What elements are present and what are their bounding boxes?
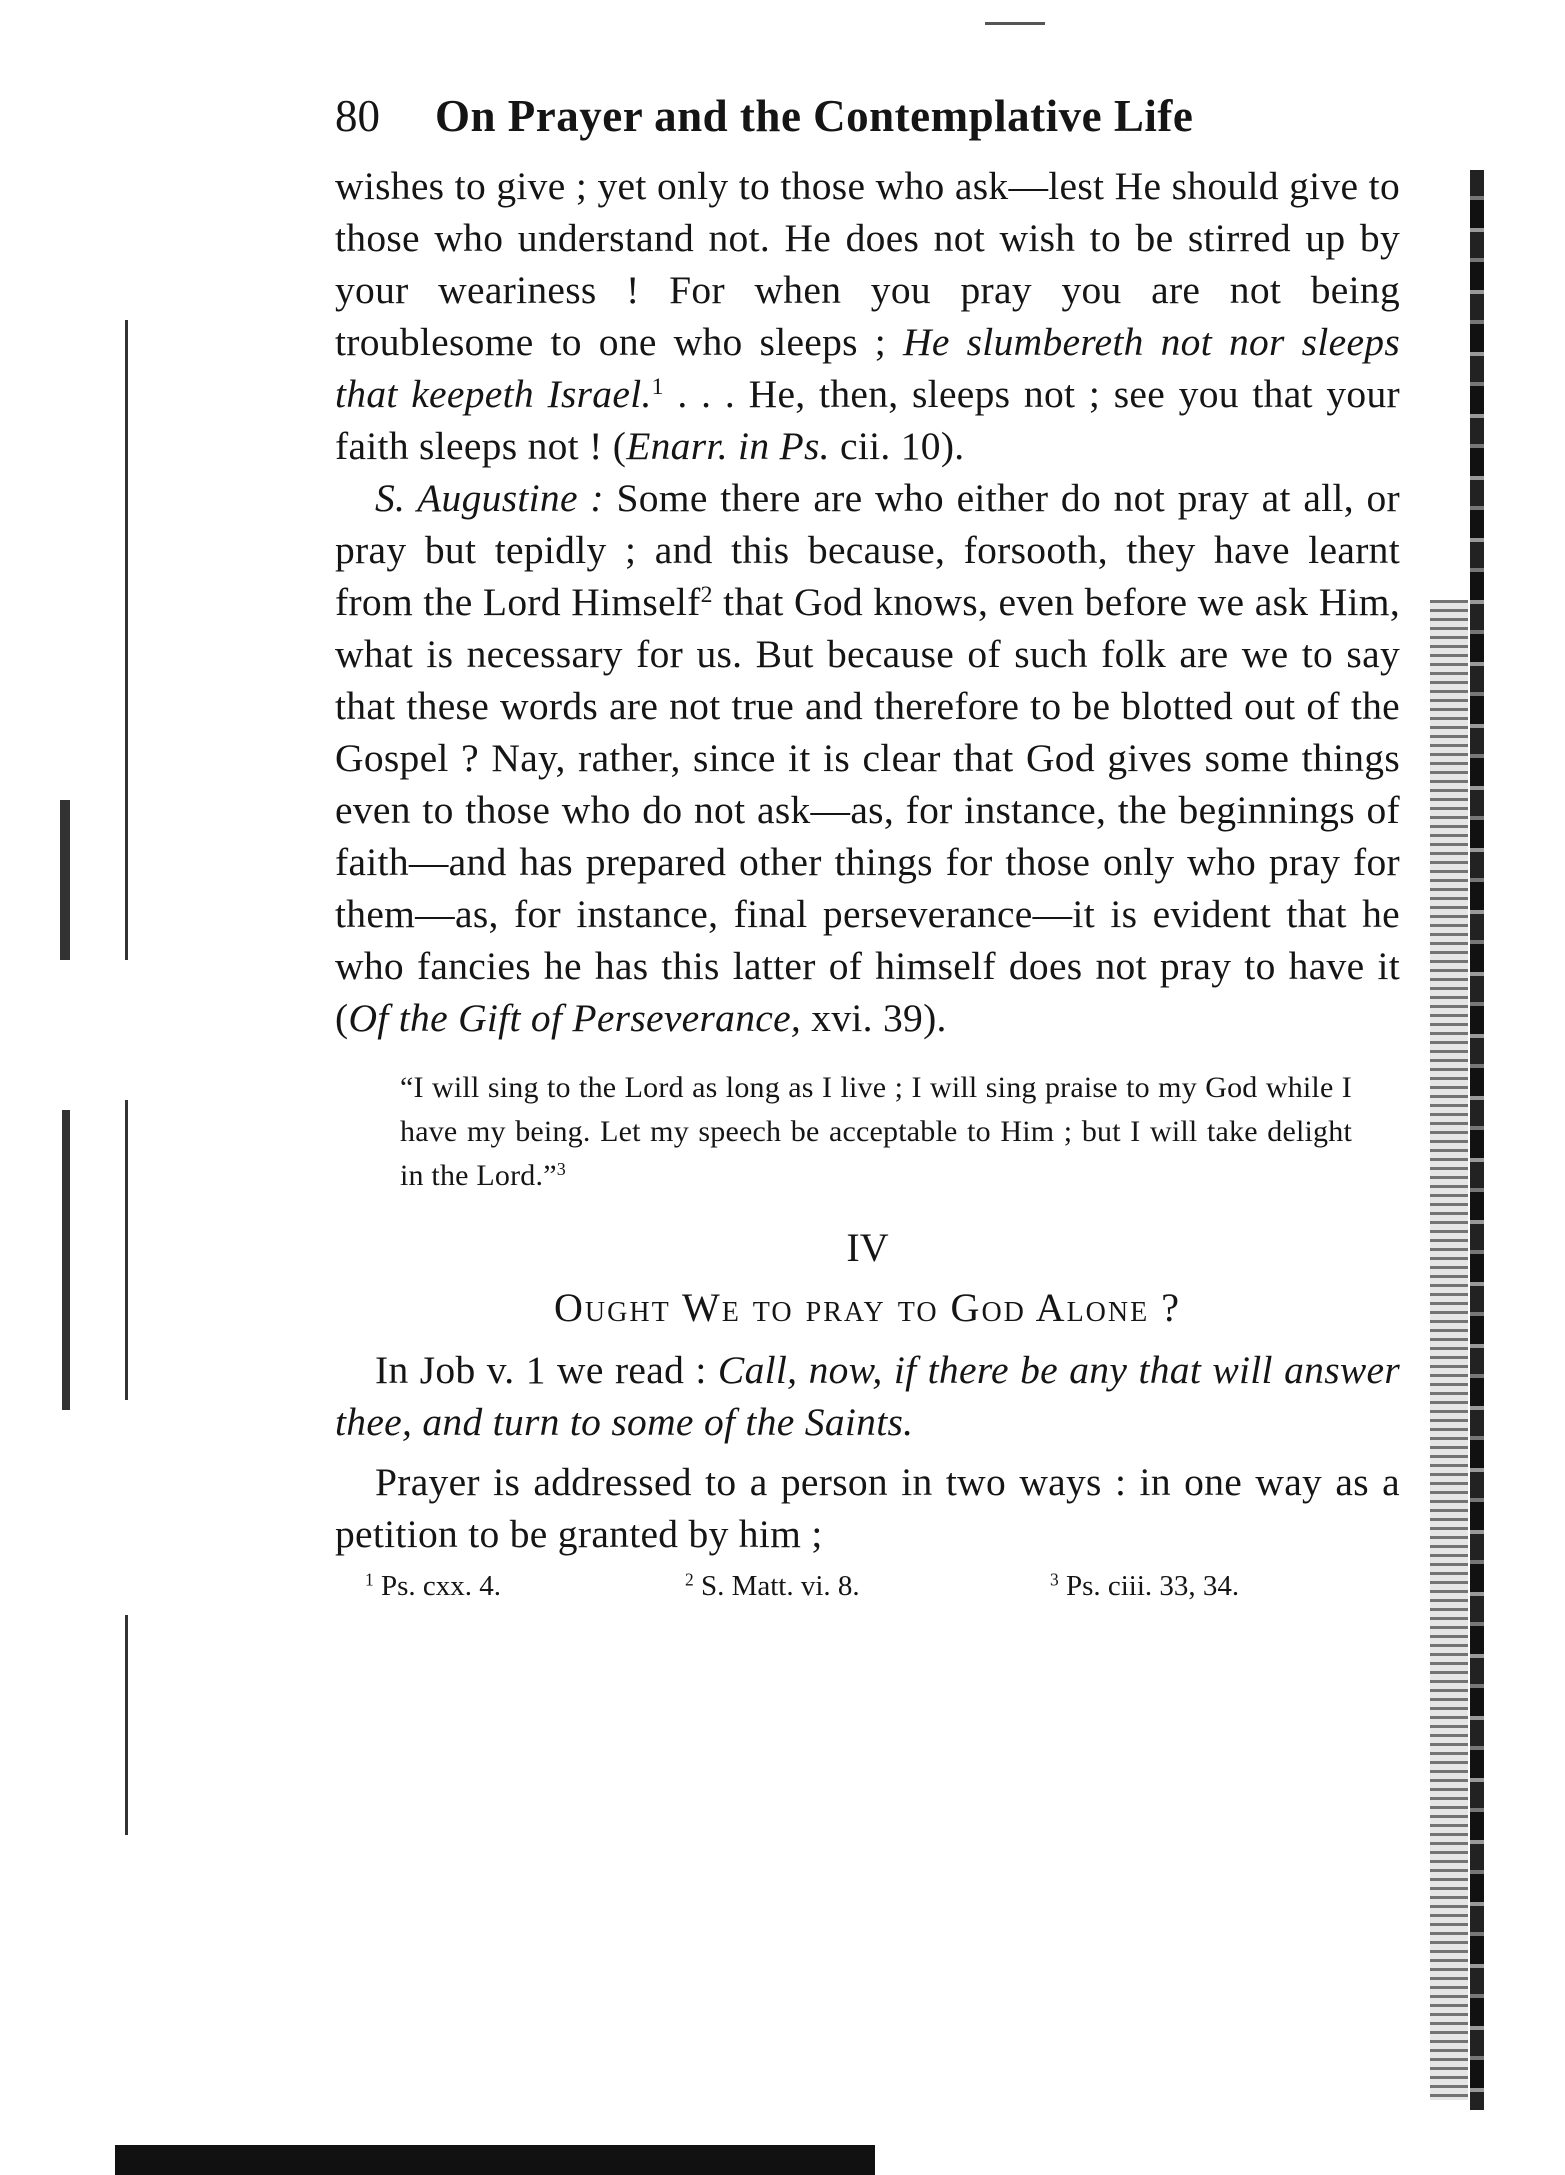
paragraph-4: Prayer is addressed to a person in two ways : in one way as a petition to be granted by him ; — [335, 1460, 1400, 1556]
para1-italic-psalm: He slumbereth not nor sleeps that keepeth Israel. — [335, 320, 1400, 416]
footnote-ref-2: 2 — [700, 581, 713, 608]
section-number: IV — [846, 1225, 889, 1270]
para1-italic-source: Enarr. in Ps. — [626, 424, 830, 468]
footnote-1-text: Ps. cxx. 4. — [373, 1570, 501, 1602]
scan-mark-left-2 — [125, 320, 128, 960]
footnote-1-mark: 1 — [365, 1569, 374, 1590]
para2-speaker: S. Augustine : — [375, 476, 604, 520]
scan-edge-right — [1470, 170, 1484, 2110]
scan-mark-left-3 — [62, 1110, 70, 1410]
scan-mark-left-4 — [125, 1100, 128, 1400]
scan-mark-top — [985, 22, 1045, 25]
page-number: 80 — [335, 91, 380, 141]
footnote-ref-1: 1 — [651, 373, 664, 400]
footnotes — [335, 1564, 1400, 1608]
para2-text-b: that God knows, even before we ask Him, what is necessary for us. But because of such folk are we to say that these words are not true and therefore to be blotted out of the Gospel ? Nay, rather, since it is clear that God gives some things even to those who do not ask—as, for instance, the beginnings of faith—and has prepared other things for those only who pray for them—as, for instance, final perseverance—it is evident that he who fancies he has this latter of himself does not pray to have it ( — [335, 580, 1400, 1040]
footnote-3-text: Ps. ciii. 33, 34. — [1058, 1570, 1240, 1602]
running-head — [335, 80, 1400, 160]
scan-mark-left-1 — [60, 800, 70, 960]
running-title: On Prayer and the Contemplative Life — [435, 91, 1194, 141]
para1-text-a: wishes to give ; yet only to those who ask—lest He should give to those who understand not. He does not wish to be stirred up by your weariness ! For when you pray you are not being troublesome to one who sleeps ; — [335, 164, 1400, 364]
para1-text-b: . . . He, then, sleeps not ; see you that your faith sleeps not ! ( — [335, 372, 1400, 468]
paragraph-2 — [335, 472, 1400, 1044]
footnote-3-mark: 3 — [1050, 1569, 1059, 1590]
footnote-2-mark: 2 — [685, 1569, 694, 1590]
footnote-2-text: S. Matt. vi. 8. — [693, 1570, 860, 1602]
para2-text-c: xvi. 39). — [801, 996, 947, 1040]
section-title: Ought We to pray to God Alone ? — [554, 1285, 1181, 1330]
footnote-ref-3: 3 — [556, 1159, 566, 1180]
para3-text-a: In Job v. 1 we read : — [375, 1348, 718, 1392]
paragraph-3 — [335, 1344, 1400, 1448]
para2-italic-source: Of the Gift of Perseverance, — [348, 996, 802, 1040]
block-quote — [400, 1066, 1352, 1198]
scan-bottom-bar — [115, 2145, 875, 2175]
footnote-1 — [365, 1564, 685, 1608]
para1-text-c: cii. 10). — [829, 424, 965, 468]
footnote-3 — [1050, 1564, 1239, 1608]
para3-italic-quote: Call, now, if there be any that will answer thee, and turn to some of the Saints. — [335, 1348, 1401, 1444]
book-page — [335, 80, 1400, 1608]
quote-text: “I will sing to the Lord as long as I live ; I will sing praise to my God while I have my being. Let my speech be acceptable to Him ; but I will take delight in the Lord.” — [400, 1071, 1352, 1192]
scan-shadow-right — [1430, 600, 1468, 2100]
footnote-2 — [685, 1564, 1050, 1608]
scan-mark-left-5 — [125, 1615, 128, 1835]
paragraph-1 — [335, 160, 1400, 472]
para2-text-a: Some there are who either do not pray at all, or pray but tepidly ; and this because, forsooth, they have learnt from the Lord Himself — [335, 476, 1401, 624]
